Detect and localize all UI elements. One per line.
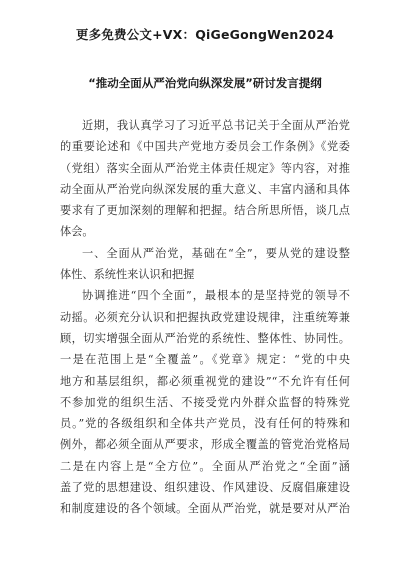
body-line: 和制度建设的各个领域。全面从严治党，就是要对从严治 bbox=[60, 502, 350, 516]
body-line: 二是在内容上是“全方位”。全面从严治党之“全面”涵 bbox=[60, 459, 350, 473]
body-line: 体会。 bbox=[60, 225, 94, 239]
body-line: （党组）落实全面从严治党主体责任规定》等内容，对推 bbox=[60, 161, 350, 175]
body-line: 协调推进“四个全面”，最根本的是坚持党的领导不 bbox=[82, 289, 350, 303]
body-line: 员。”党的各级组织和全体共产党员，没有任何的特殊和 bbox=[60, 417, 350, 431]
section-heading-line: 一、全面从严治党，基础在“全”，要从党的建设整 bbox=[82, 246, 350, 260]
document-body bbox=[60, 115, 350, 520]
body-line: 动全面从严治党向纵深发展的重大意义、丰富内涵和具体 bbox=[60, 182, 350, 196]
watermark-header: 更多免费公文+VX：QiGeGongWen2024 bbox=[75, 27, 335, 42]
body-line: 盖了党的思想建设、组织建设、作风建设、反腐倡廉建设 bbox=[60, 481, 350, 495]
section-heading-line: 体性、系统性来认识和把握 bbox=[60, 268, 195, 282]
body-line: 地方和基层组织，都必须重视党的建设”“不允许有任何 bbox=[60, 374, 350, 388]
body-line: 不参加党的组织生活、不接受党内外群众监督的特殊党 bbox=[60, 395, 350, 409]
body-line: 一是在范围上是“全覆盖”。《党章》规定：“党的中央 bbox=[60, 353, 350, 367]
body-line: 顾，切实增强全面从严治党的系统性、整体性、协同性。 bbox=[60, 331, 350, 345]
body-line: 要求有了更加深刻的理解和把握。结合所思所悟，谈几点 bbox=[60, 204, 350, 218]
body-line: 动摇。必须充分认识和把握执政党建设规律，注重统筹兼 bbox=[60, 310, 350, 324]
document-title: “推动全面从严治党向纵深发展”研讨发言提纲 bbox=[88, 76, 322, 90]
body-line: 近期，我认真学习了习近平总书记关于全面从严治党 bbox=[82, 119, 350, 132]
body-line: 例外，都必须全面从严要求，形成全覆盖的管党治党格局 bbox=[60, 438, 350, 452]
body-line: 的重要论述和《中国共产党地方委员会工作条例》《党委 bbox=[60, 140, 350, 154]
